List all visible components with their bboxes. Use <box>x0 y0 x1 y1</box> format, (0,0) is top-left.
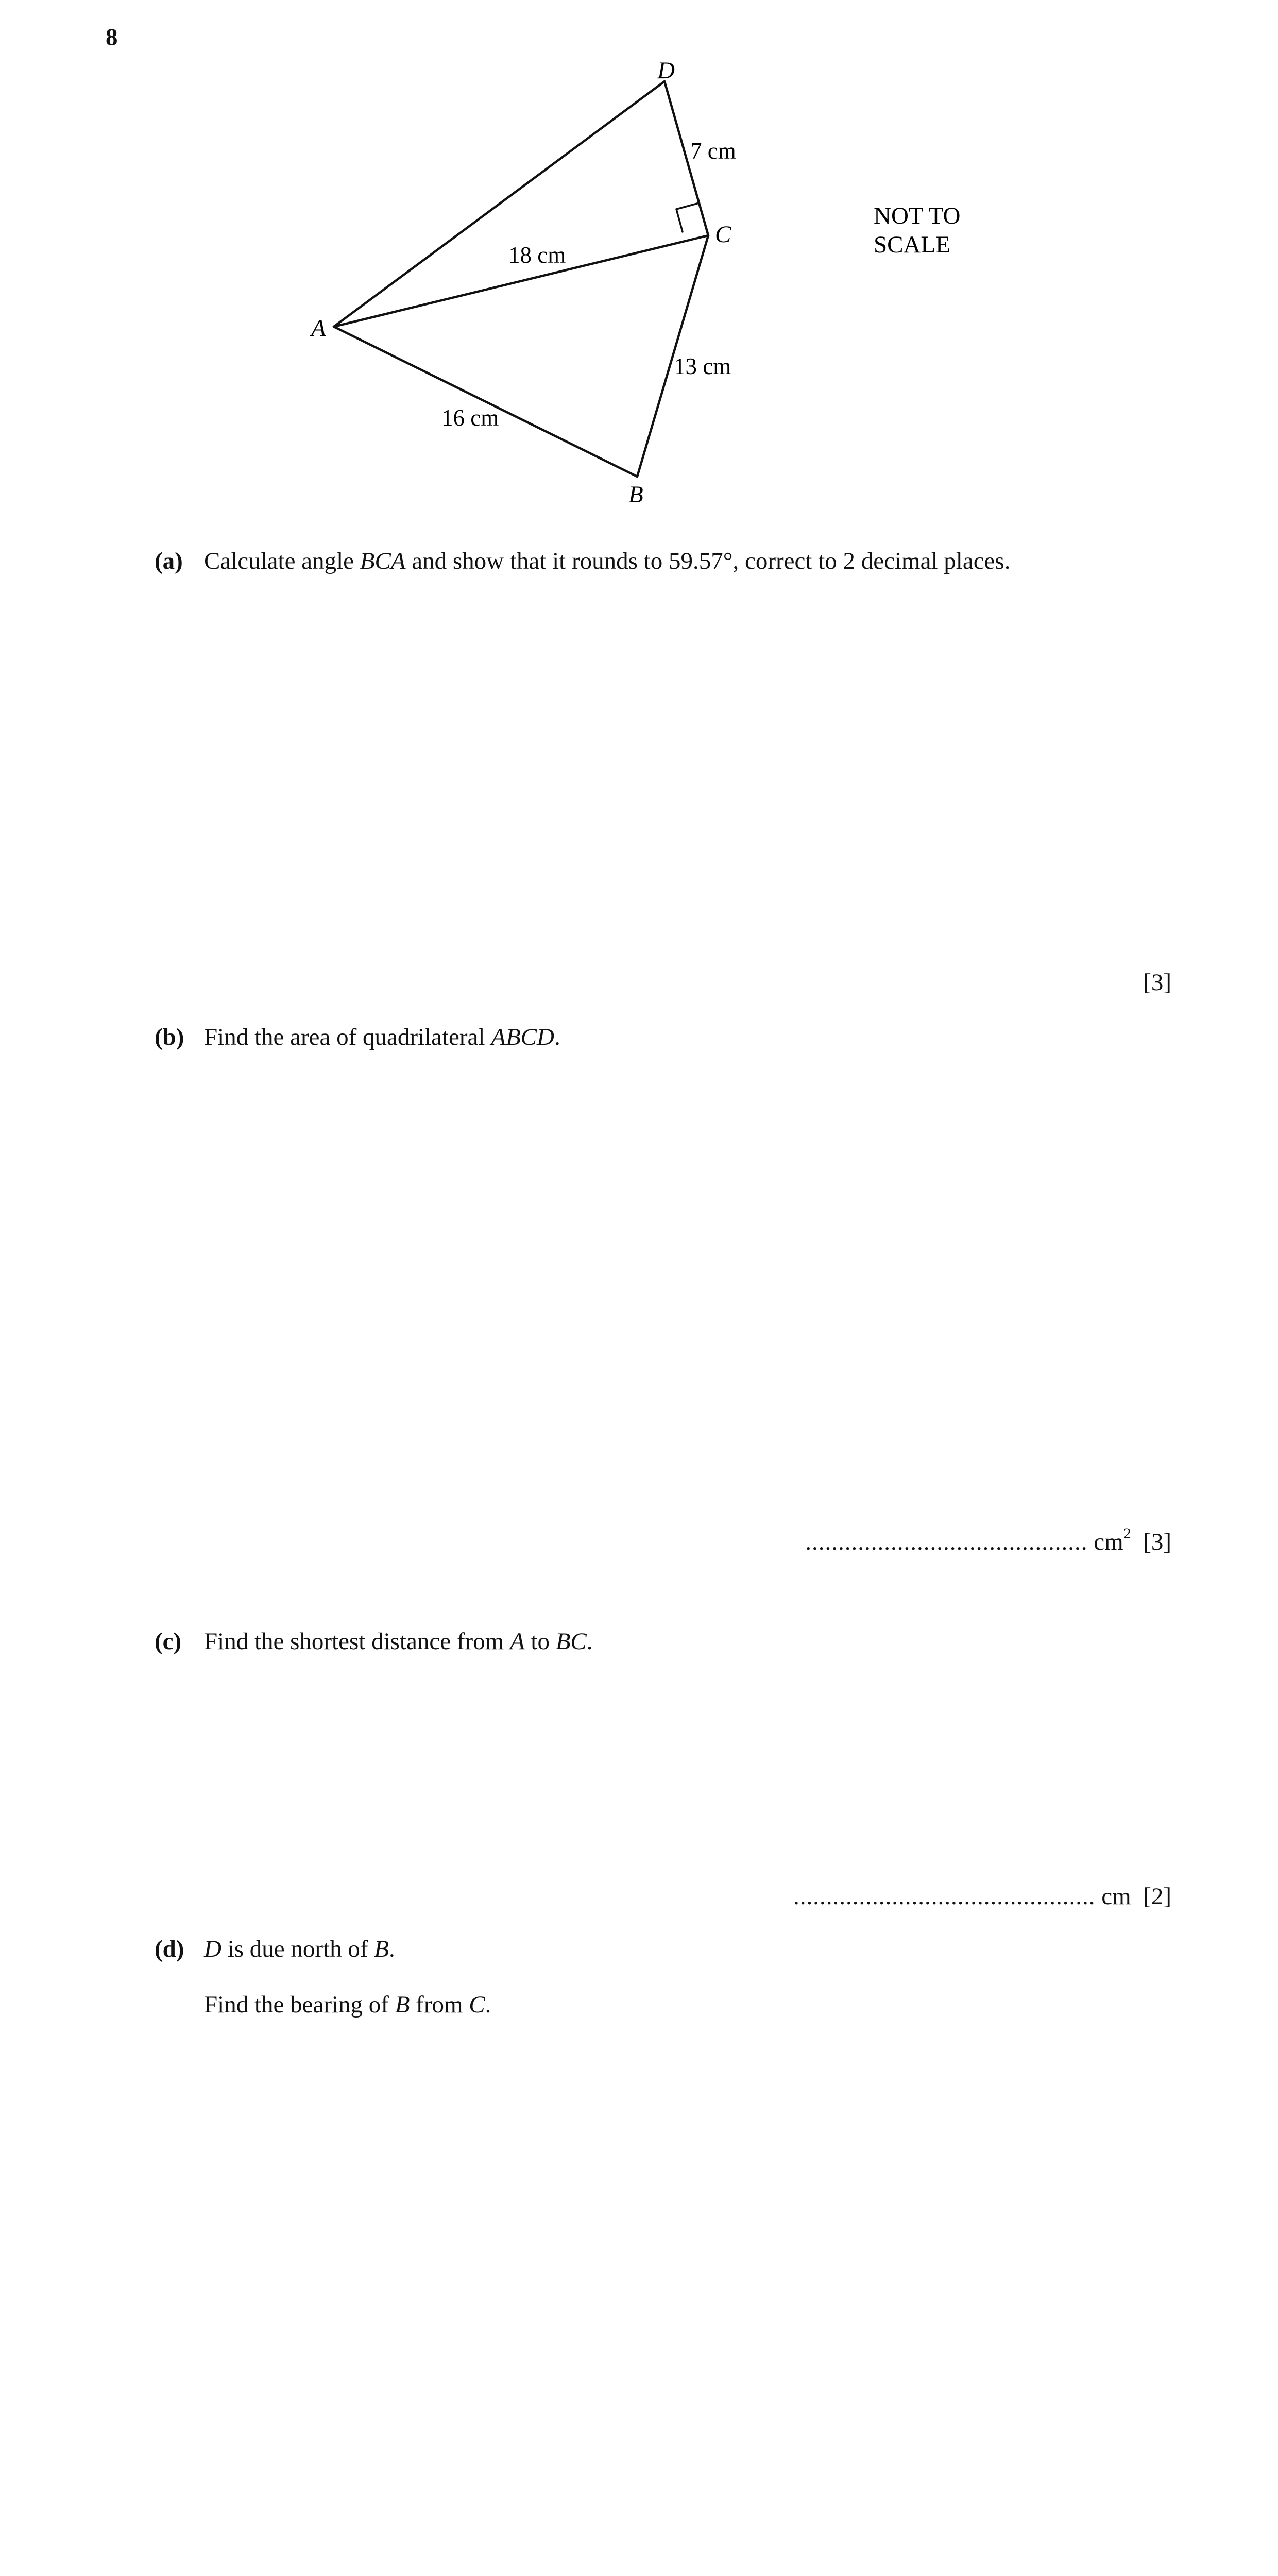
part-a-text-1: Calculate angle <box>204 548 360 574</box>
quadrilateral-diagram <box>0 0 1278 515</box>
length-label-dc: 7 cm <box>690 138 736 164</box>
part-c-text <box>204 1630 593 1654</box>
part-d-l1-3: B <box>374 1936 389 1962</box>
part-a-label: (a) <box>155 548 183 574</box>
vertex-label-b: B <box>628 481 643 508</box>
part-c <box>155 1630 181 1654</box>
length-label-ab: 16 cm <box>441 405 499 431</box>
part-d-line2 <box>204 1993 491 2017</box>
part-d-l2-3: from <box>410 1991 469 2018</box>
part-d-label: (d) <box>155 1936 184 1962</box>
part-b-label: (b) <box>155 1024 184 1050</box>
part-b-text-3: . <box>554 1024 560 1050</box>
length-label-bc: 13 cm <box>674 353 731 379</box>
part-c-text-5: . <box>586 1628 593 1655</box>
part-b-unit-power: 2 <box>1123 1525 1131 1542</box>
part-c-answer-line <box>793 1883 1171 1910</box>
part-b-text-2: ABCD <box>491 1024 554 1050</box>
edge-ab <box>334 327 637 477</box>
question-number: 8 <box>106 24 118 50</box>
part-d-l2-5: . <box>485 1991 491 2018</box>
part-a <box>155 549 183 573</box>
part-d-l2-2: B <box>395 1991 410 2018</box>
part-b-text <box>204 1025 560 1049</box>
part-b-unit: cm <box>1094 1529 1123 1555</box>
vertex-label-a: A <box>311 315 326 342</box>
part-d-l2-4: C <box>469 1991 485 2018</box>
part-a-text-3: and show that it rounds to 59.57°, correct to 2 decimal places. <box>405 548 1011 574</box>
part-b-answer-dots[interactable]: ........................................... <box>805 1529 1088 1555</box>
part-c-text-2: A <box>509 1628 525 1655</box>
part-b <box>155 1025 184 1049</box>
part-b-marks: [3] <box>1143 1529 1171 1555</box>
part-d <box>155 1937 184 1961</box>
part-d-l1-4: . <box>389 1936 395 1962</box>
length-label-ac: 18 cm <box>508 242 566 268</box>
part-d-line1 <box>204 1937 395 1961</box>
part-c-text-4: BC <box>555 1628 587 1655</box>
vertex-label-c: C <box>715 221 731 248</box>
part-b-answer-line <box>805 1525 1171 1556</box>
part-a-text <box>204 549 1010 573</box>
part-c-text-3: to <box>524 1628 556 1655</box>
part-c-label: (c) <box>155 1628 182 1655</box>
not-to-scale-line1: NOT TO <box>874 202 961 229</box>
part-d-l1-2: is due north of <box>221 1936 374 1962</box>
part-c-marks: [2] <box>1143 1883 1171 1910</box>
not-to-scale-line2: SCALE <box>874 231 950 258</box>
part-d-l2-1: Find the bearing of <box>204 1991 395 2018</box>
part-a-text-2: BCA <box>360 548 406 574</box>
edge-ad <box>334 81 664 327</box>
part-c-unit: cm <box>1101 1883 1131 1910</box>
part-a-marks: [3] <box>1143 969 1171 996</box>
vertex-label-d: D <box>657 57 675 84</box>
part-c-text-1: Find the shortest distance from <box>204 1628 510 1655</box>
part-c-answer-dots[interactable]: .............................................. <box>793 1883 1096 1910</box>
part-b-text-1: Find the area of quadrilateral <box>204 1024 491 1050</box>
part-d-l1-1: D <box>204 1936 221 1962</box>
right-angle-mark <box>676 203 699 232</box>
